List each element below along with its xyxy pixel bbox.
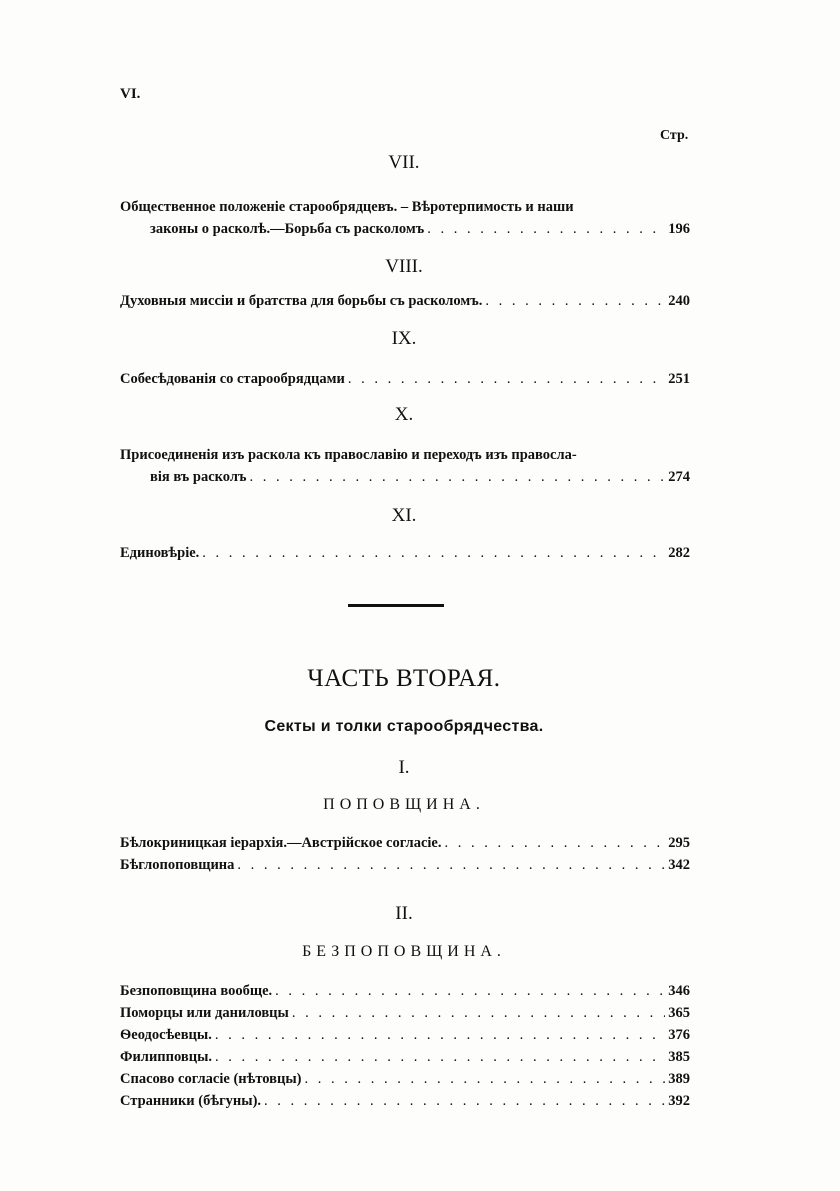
section-divider	[348, 604, 444, 607]
subsection-name-bezpopovshchina: БЕЗПОПОВЩИНА.	[302, 943, 506, 960]
page-number: VI.	[120, 86, 141, 102]
toc-entry-title: Поморцы или даниловцы	[120, 1005, 289, 1021]
toc-entry	[120, 444, 690, 488]
toc-entry-title: Странники (бѣгуны).	[120, 1093, 262, 1109]
subsection-numeral-ii: II.	[395, 903, 413, 924]
toc-entry	[120, 1024, 690, 1046]
toc-entry	[120, 832, 690, 854]
toc-entry-title-cont: законы о расколѣ.—Борьба съ расколомъ	[150, 221, 425, 237]
dot-leader	[215, 1046, 665, 1068]
subsection-numeral-i: I.	[398, 757, 410, 778]
dot-leader	[292, 1002, 665, 1024]
dot-leader	[485, 290, 665, 312]
toc-entry-page: 342	[668, 857, 690, 873]
dot-leader	[427, 218, 665, 240]
toc-entry-title: Единовѣріе.	[120, 545, 200, 561]
section-heading-vii: VII.	[388, 152, 420, 173]
dot-leader	[237, 854, 665, 876]
toc-entry-title: Бѣглопоповщина	[120, 857, 235, 873]
toc-entry-page: 282	[668, 545, 690, 561]
toc-entry-page: 392	[668, 1093, 690, 1109]
section-heading-ix: IX.	[391, 328, 417, 349]
toc-list	[120, 980, 690, 1112]
toc-entry-page: 240	[668, 293, 690, 309]
toc-entry	[120, 290, 690, 312]
toc-entry-title: Присоединенія изъ раскола къ православію и переходъ изъ правосла-	[120, 447, 577, 463]
toc-list	[120, 832, 690, 876]
toc-entry-title: Собесѣдованія со старообрядцами	[120, 371, 345, 387]
dot-leader	[215, 1024, 665, 1046]
part-title: ЧАСТЬ ВТОРАЯ.	[307, 665, 501, 692]
dot-leader	[264, 1090, 665, 1112]
toc-entry-title: Общественное положеніе старообрядцевъ. – Вѣротерпимость и наши	[120, 199, 574, 215]
part-subtitle: Секты и толки старообрядчества.	[264, 718, 544, 735]
toc-entry	[120, 1046, 690, 1068]
toc-entry-page: 274	[668, 469, 690, 485]
page-column-label: Стр.	[660, 128, 689, 143]
dot-leader	[249, 466, 665, 488]
toc-entry-page: 376	[668, 1027, 690, 1043]
toc-entry-title: Безпоповщина вообще.	[120, 983, 273, 999]
toc-entry	[120, 854, 690, 876]
section-heading-xi: XI.	[391, 505, 417, 526]
toc-entry	[120, 368, 690, 390]
toc-entry-page: 385	[668, 1049, 690, 1065]
dot-leader	[275, 980, 665, 1002]
dot-leader	[444, 832, 665, 854]
section-heading-viii: VIII.	[385, 256, 423, 277]
toc-entry-page: 389	[668, 1071, 690, 1087]
toc-entry-title: Ѳеодосѣевцы.	[120, 1027, 212, 1043]
toc-entry	[120, 542, 690, 564]
dot-leader	[202, 542, 665, 564]
toc-entry	[120, 1090, 690, 1112]
toc-entry-page: 196	[668, 221, 690, 237]
dot-leader	[348, 368, 665, 390]
toc-entry-title: Духовныя миссіи и братства для борьбы съ расколомъ.	[120, 293, 483, 309]
toc-entry	[120, 1002, 690, 1024]
subsection-name-popovshchina: ПОПОВЩИНА.	[323, 796, 485, 813]
section-heading-x: X.	[394, 404, 414, 425]
toc-entry-title: Бѣлокриницкая іерархія.—Австрійское согласіе.	[120, 835, 442, 851]
toc-entry-page: 295	[668, 835, 690, 851]
toc-entry-title: Спасово согласіе (нѣтовцы)	[120, 1071, 302, 1087]
toc-entry-page: 251	[668, 371, 690, 387]
toc-entry-title-cont: вія въ расколъ	[150, 469, 247, 485]
toc-entry-page: 346	[668, 983, 690, 999]
toc-entry-title: Филипповцы.	[120, 1049, 213, 1065]
dot-leader	[305, 1068, 666, 1090]
toc-entry	[120, 1068, 690, 1090]
toc-entry	[120, 980, 690, 1002]
toc-entry	[120, 196, 690, 240]
toc-entry-page: 365	[668, 1005, 690, 1021]
